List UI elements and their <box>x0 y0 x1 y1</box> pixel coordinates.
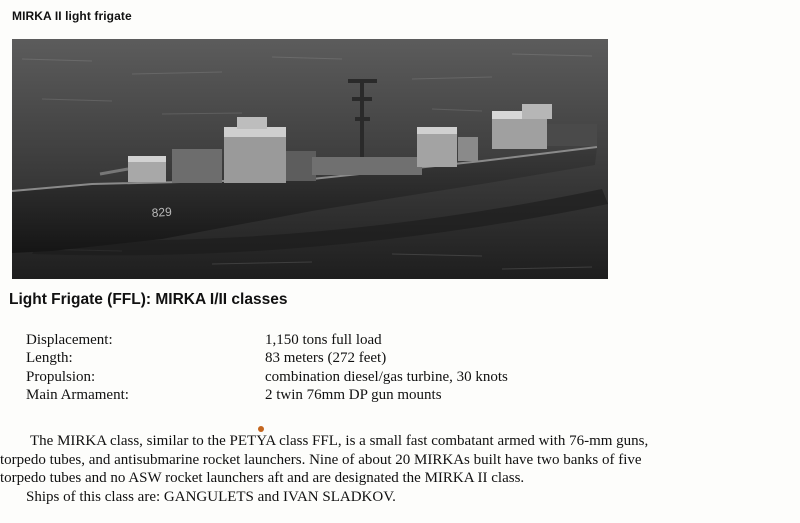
paragraph-line: torpedo tubes, and antisubmarine rocket launchers. Nine of about 20 MIRKAs built have two banks of five <box>0 451 642 468</box>
spec-label: Propulsion: <box>26 368 96 385</box>
ship-photograph <box>12 39 608 279</box>
spec-row-propulsion <box>26 368 508 386</box>
spec-value: 2 twin 76mm DP gun mounts <box>265 386 442 403</box>
spec-row-main-armament <box>26 386 508 404</box>
spec-label: Main Armament: <box>26 386 129 403</box>
spec-value: combination diesel/gas turbine, 30 knots <box>265 368 508 385</box>
paragraph-line: torpedo tubes and no ASW rocket launchers aft and are designated the MIRKA II class. <box>0 470 525 486</box>
spec-row-length <box>26 349 508 367</box>
spec-value: 1,150 tons full load <box>265 332 382 348</box>
hull-number: 829 <box>151 204 173 220</box>
photo-caption: MIRKA II light frigate <box>12 9 132 23</box>
paragraph-line: Ships of this class are: GANGULETS and IVAN SLADKOV. <box>26 488 396 505</box>
paragraph-line: The MIRKA class, similar to the PETYA class FFL, is a small fast combatant armed with 76-mm guns, <box>30 433 649 449</box>
spec-row-displacement <box>26 331 508 349</box>
spec-value: 83 meters (272 feet) <box>265 350 387 367</box>
specifications-list <box>26 331 508 404</box>
spec-label: Displacement: <box>26 332 113 348</box>
spec-label: Length: <box>26 350 73 367</box>
section-heading: Light Frigate (FFL): MIRKA I/II classes <box>9 291 288 308</box>
description-paragraph <box>0 432 796 506</box>
